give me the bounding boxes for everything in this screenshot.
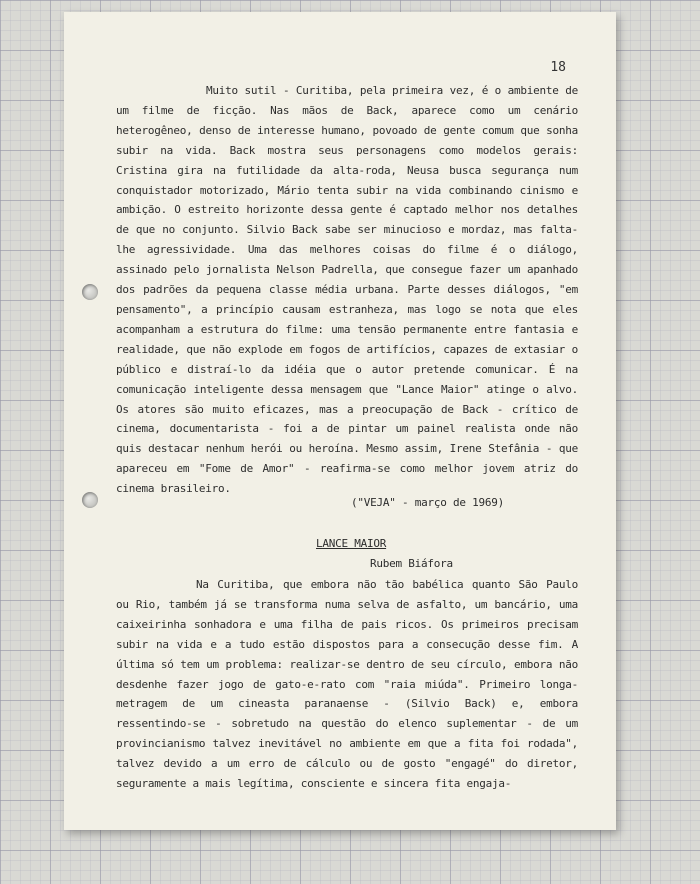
page-number: 18 xyxy=(550,60,566,75)
review-paragraph: Muito sutil - Curitiba, pela primeira vez, é o ambiente de um filme de ficção. Nas mãos de Back, aparece como um cenário heterogêneo, denso de interesse humano, povoado de gente comum que sonha subir na vida. Back mostra seus personagens como modelos gerais: Cristina gira na futilidade da alta-roda, Neusa busca segurança num conquistador motorizado, Mário tenta subir na vida combinando cinismo e ambição. O estreito horizonte dessa gente é captado melhor nos detalhes de que no conjunto. Silvio Back sabe ser minucioso e mordaz, mas falta-lhe agressividade. Uma das melhores coisas do filme é o diálogo, assinado pelo jornalista Nelson Padrella, que consegue fazer um apanhado dos padrões da pequena classe média urbana. Parte desses diálogos, "em pensamento", a princípio causam estranheza, mas logo se nota que eles acompanham a estrutura do filme: uma tensão permanente entre fantasia e realidade, que não explode em fogos de artifícios, capazes de extasiar o público e distraí-lo da idéia que o autor pretende comunicar. É na comunicação inteligente dessa mensagem que "Lance Maior" atinge o alvo. Os atores são muito eficazes, mas a preocupação de Back - crítico de cinema, documentarista - foi a de pintar um painel realista onde não quis destacar nenhum herói ou heroína. Mesmo assim, Irene Stefânia - que apareceu em "Fome de Amor" - reafirma-se como melhor jovem atriz do cinema brasileiro. xyxy=(116,84,578,496)
section-title: LANCE MAIOR xyxy=(316,537,387,550)
section-author: Rubem Biáfora xyxy=(370,557,453,570)
typewritten-page xyxy=(64,12,616,830)
source-citation: ("VEJA" - março de 1969) xyxy=(351,496,504,509)
review-paragraph: Na Curitiba, que embora não tão babélica quanto São Paulo ou Rio, também já se transforma numa selva de asfalto, um bancário, uma caixeirinha sonhadora e uma filha de pais ricos. Os primeiros precisam subir na vida e a tudo estão dispostos para a consecução desse fim. A última só tem um problema: realizar-se dentro de seu círculo, embora não desdenhe fazer jogo de gato-e-rato com "raia miúda". Primeiro longa-metragem de um cineasta paranaense - (Silvio Back) e, embora ressentindo-se - sobretudo na questão do elenco suplementar - de um provincianismo talvez inevitável no ambiente em que a fita foi rodada", talvez devido a um erro de cálculo ou de gosto "engagé" do diretor, seguramente a mais legítima, consciente e sincera fita engaja- xyxy=(116,578,578,791)
punch-hole xyxy=(82,284,98,300)
